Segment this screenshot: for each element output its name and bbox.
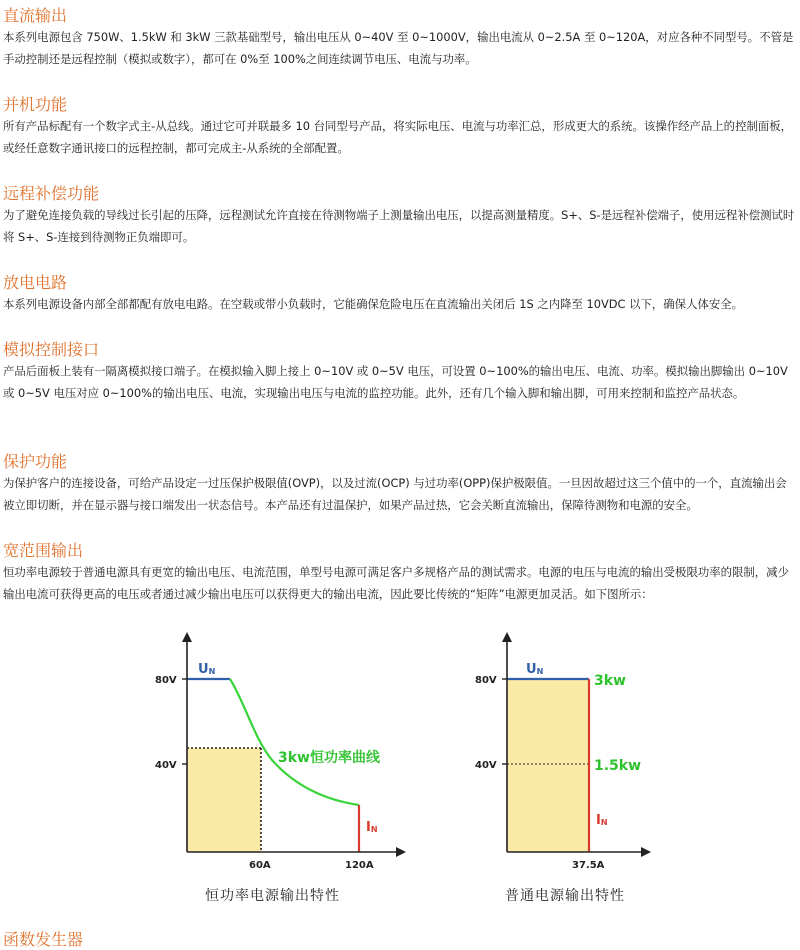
y-tick-80v: 80V (155, 675, 177, 686)
section-title: 远程补偿功能 (3, 184, 100, 203)
y-tick-40v: 40V (475, 760, 497, 771)
x-axis-arrow-icon (641, 847, 651, 857)
y-axis-arrow-icon (182, 632, 192, 642)
section-protection (3, 452, 798, 516)
label-3kw: 3kw (594, 673, 626, 689)
area-fill (187, 748, 261, 852)
section-body: 产品后面板上装有一隔离模拟接口端子。在模拟输入脚上接上 0~10V 或 0~5V 电压，可设置 0~100%的输出电压、电流、功率。模拟输出脚输出 0~10V 或 0~5V 电压对应 0~100%的输出电压、电流，实现输出电压与电流的监控功能。此外，还有几个输入脚和输出脚，可用来控制和监控产品状态。 (3, 364, 788, 400)
un-label: UN (198, 662, 216, 677)
un-label: UN (526, 662, 544, 677)
curve-label: 3kw恒功率曲线 (278, 750, 380, 766)
section-body: 所有产品标配有一个数字式主-从总线。通过它可并联最多 10 台同型号产品，将实际电压、电流与功率汇总，形成更大的系统。该操作经产品上的控制面板，或经任意数字通讯接口的远程控制，都可完成主-从系统的全部配置。 (3, 119, 793, 155)
section-title: 直流输出 (3, 6, 68, 25)
y-axis-arrow-icon (502, 632, 512, 642)
section-title: 宽范围输出 (3, 541, 84, 560)
section-body: 恒功率电源较于普通电源具有更宽的输出电压、电流范围，单型号电源可满足客户多规格产品的测试需求。电源的电压与电流的输出受极限功率的限制，减少输出电流可获得更高的电压或者通过减少输出电压可以获得更大的输出电流，因此要比传统的“矩阵”电源更加灵活。如下图所示： (3, 565, 789, 601)
section-body: 本系列电源包含 750W、1.5kW 和 3kW 三款基础型号，输出电压从 0~40V 至 0~1000V，输出电流从 0~2.5A 至 0~120A，对应各种不同型号。不管是手动控制还是远程控制（模拟或数字），都可在 0%至 100%之间连续调节电压、电流与功率。 (3, 30, 794, 66)
caption-constant-power: 恒功率电源输出特性 (205, 888, 340, 904)
area-fill (507, 679, 589, 852)
section-discharge (3, 273, 798, 315)
section-title: 并机功能 (3, 95, 68, 114)
section-title: 函数发生器 (3, 930, 84, 949)
ordinary-power-diagram (470, 628, 670, 873)
section-wide-range (3, 541, 798, 605)
in-label: IN (366, 820, 378, 835)
section-body: 本系列电源设备内部全部都配有放电电路。在空载或带小负载时，它能确保危险电压在直流输出关闭后 1S 之内降至 10VDC 以下，确保人体安全。 (3, 297, 744, 311)
section-body: 为了避免连接负载的导线过长引起的压降，远程测试允许直接在待测物端子上测量输出电压，以提高测量精度。S+、S-是远程补偿端子，使用远程补偿测试时将 S+、S-连接到待测物正负端即可。 (3, 208, 795, 244)
section-body: 为保护客户的连接设备，可给产品设定一过压保护极限值(OVP)，以及过流(OCP) 与过功率(OPP)保护极限值。一旦因故超过这三个值中的一个，直流输出会被立即切断，并在显示器与接口端发出一状态信号。本产品还有过温保护，如果产品过热，它会关断直流输出，保障待测物和电源的安全。 (3, 476, 787, 512)
section-title: 保护功能 (3, 452, 68, 471)
y-tick-40v: 40V (155, 760, 177, 771)
section-function-generator (3, 930, 798, 950)
label-1-5kw: 1.5kw (594, 758, 642, 774)
x-tick-37-5a: 37.5A (572, 860, 605, 871)
x-tick-120a: 120A (345, 860, 374, 871)
caption-ordinary-power: 普通电源输出特性 (505, 888, 625, 904)
section-parallel (3, 95, 798, 159)
section-remote-sense (3, 184, 798, 248)
x-tick-60a: 60A (249, 860, 271, 871)
in-label: IN (596, 813, 608, 828)
section-dc-output (3, 6, 798, 70)
section-title: 模拟控制接口 (3, 340, 100, 359)
x-axis-arrow-icon (396, 847, 406, 857)
section-analog-interface (3, 340, 798, 404)
y-tick-80v: 80V (475, 675, 497, 686)
section-title: 放电电路 (3, 273, 68, 292)
constant-power-diagram (150, 628, 420, 873)
